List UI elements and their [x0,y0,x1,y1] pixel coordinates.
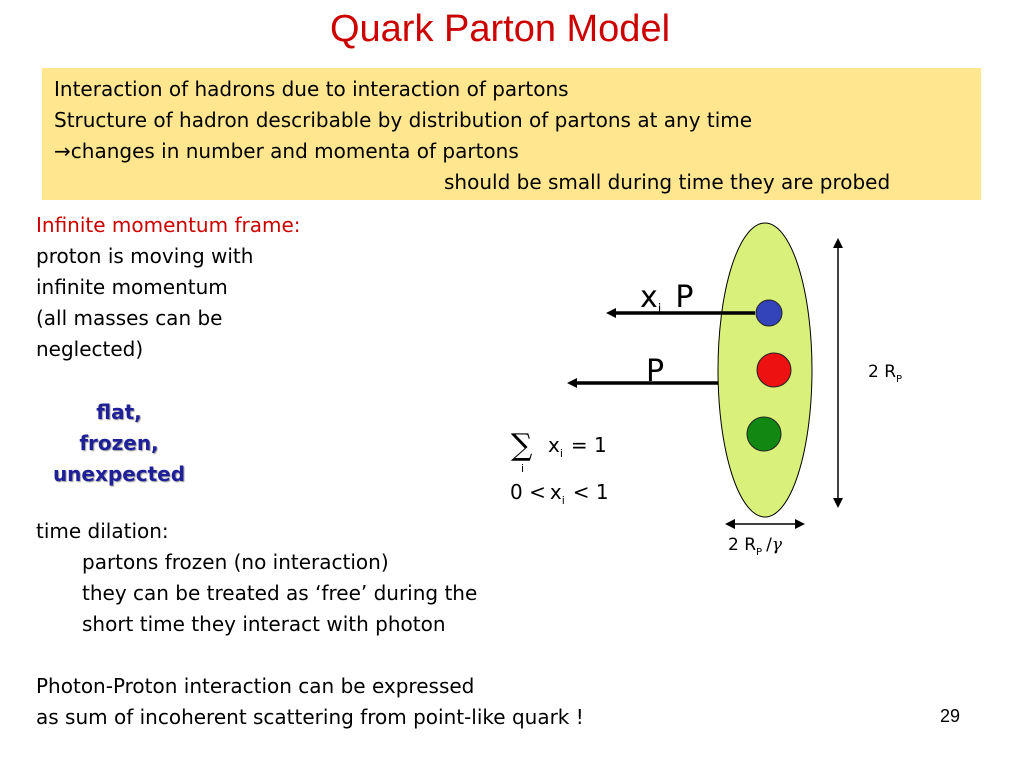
inequality: $0 < x_i < 1$ [510,480,609,507]
emphasis-word: unexpected [52,462,186,486]
time-dilation-line: partons frozen (no interaction) [82,550,389,574]
sum-equation: $x_i = 1$ [548,433,607,460]
parton-dot-blue [756,300,782,326]
frame-line: (all masses can be [36,306,223,330]
p-label: P [646,354,665,389]
sum-index: i [521,462,525,475]
time-dilation-line: they can be treated as ‘free’ during the [82,581,478,605]
arrow-icon: → [54,139,71,163]
page-number: 29 [940,706,961,726]
sum-symbol: ∑ [511,428,533,463]
xi-label: $x_i$ P [640,280,694,317]
box-line-4: should be small during time they are probed [444,170,891,194]
parton-dot-green [747,417,781,451]
time-dilation-heading: time dilation: [36,519,169,543]
box-line-1: Interaction of hadrons due to interaction of partons [54,77,569,101]
frame-heading: Infinite momentum frame: [36,213,301,237]
conclusion-line: Photon-Proton interaction can be expressed [36,674,475,698]
parton-dot-red [757,353,791,387]
conclusion-line: as sum of incoherent scattering from point-like quark ! [36,705,584,729]
height-label: 2 $R_P$ [868,362,903,385]
emphasis-word: flat, [96,400,142,424]
box-line-2: Structure of hadron describable by distribution of partons at any time [54,108,753,132]
box-line-3-text: changes in number and momenta of partons [70,139,519,163]
emphasis-word: frozen, [79,431,159,455]
slide-title: Quark Parton Model [329,8,671,50]
time-dilation-line: short time they interact with photon [82,612,446,636]
frame-line: proton is moving with [36,244,254,268]
width-label: 2 $R_P$ /γ [728,535,782,558]
frame-line: neglected) [36,337,144,361]
frame-line: infinite momentum [36,275,228,299]
